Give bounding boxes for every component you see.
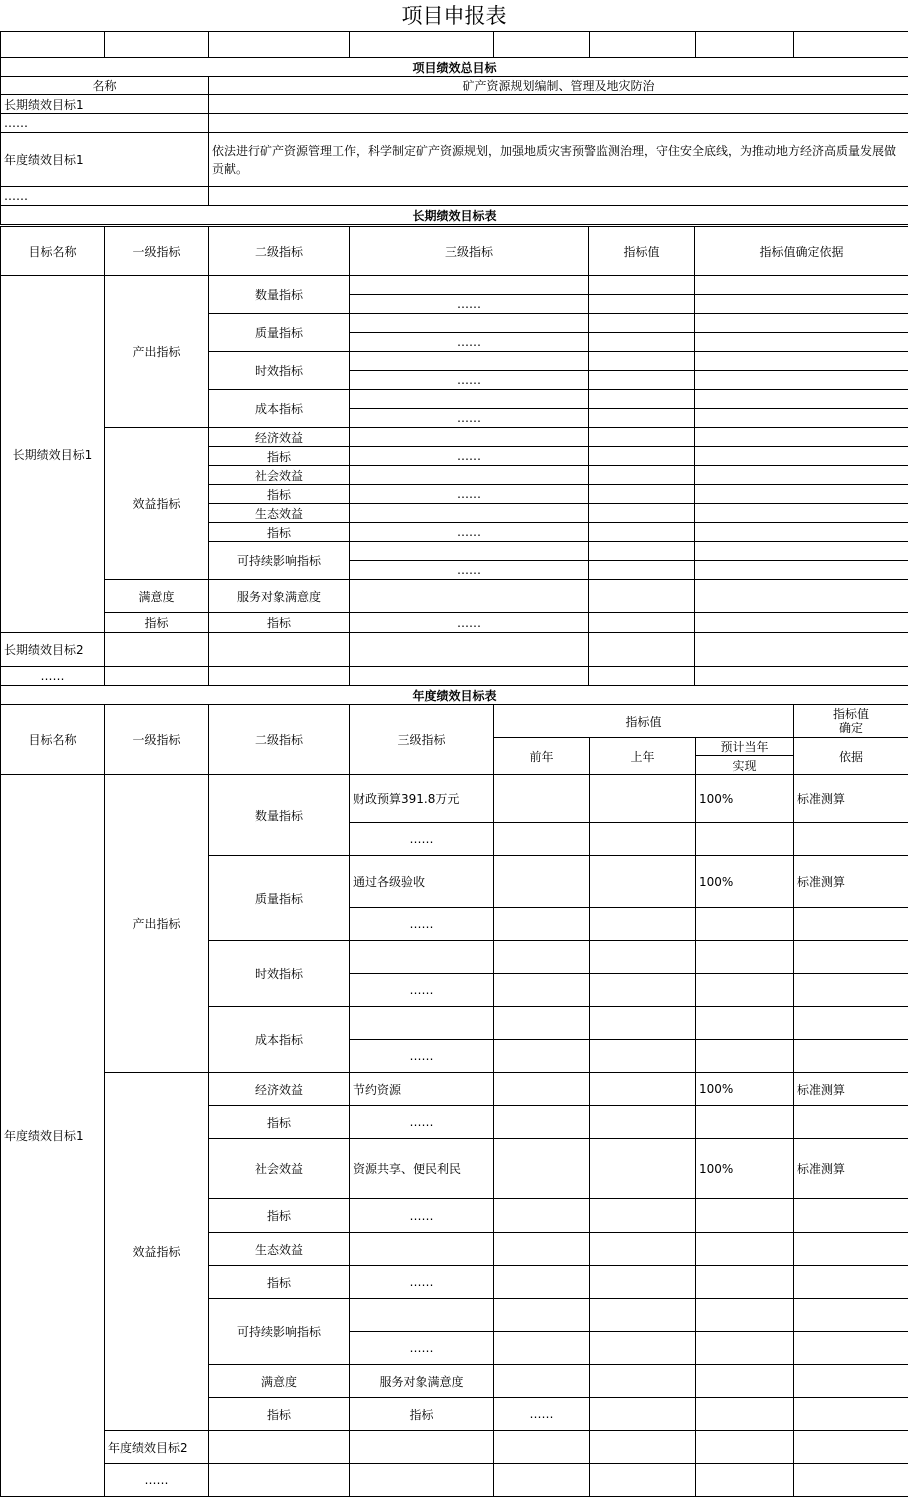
service-satisfaction: 服务对象满意度 [350,1365,494,1398]
output-indicator: 产出指标 [105,775,209,1073]
prev-year-cell[interactable] [494,1040,590,1073]
basis-cell[interactable] [794,1266,908,1299]
basis-value[interactable]: 标准测算 [794,1073,908,1106]
prev-year-cell[interactable] [494,1332,590,1365]
satisfaction-indicator-suffix: 指标 [209,1398,350,1431]
header-level3: 三级指标 [350,705,494,775]
header-prev-year: 前年 [494,738,590,775]
basis-value[interactable]: 标准测算 [794,856,908,908]
blank-cell[interactable] [209,1464,350,1497]
basis-cell[interactable] [695,314,908,333]
value-cell[interactable] [589,409,695,428]
overall-goal-table [0,31,908,225]
ellipsis-cell: …… [350,1199,494,1233]
blank-cell[interactable] [494,1431,590,1464]
last-year-cell[interactable] [696,1365,794,1398]
satisfaction-indicator-suffix: 指标 [105,613,209,633]
expected-cell[interactable] [696,1106,794,1139]
ellipsis-cell: …… [350,523,589,542]
basis-cell[interactable] [794,823,908,856]
quality-indicator: 质量指标 [209,856,350,941]
expected-cell[interactable] [696,1266,794,1299]
prev-year-cell[interactable] [494,1199,590,1233]
blank-cell[interactable] [696,32,794,58]
ellipsis-cell: …… [350,823,494,856]
header-level1: 一级指标 [105,227,209,276]
ellipsis-cell: …… [350,485,589,504]
quantity-indicator: 数量指标 [209,775,350,856]
output-indicator: 产出指标 [105,276,209,428]
ellipsis-cell: …… [1,187,209,206]
long-term-header-row [1,227,908,276]
level3-acceptance[interactable]: 通过各级验收 [350,856,494,908]
annual-goal-1-label: 年度绩效目标1 [1,133,209,187]
basis-value[interactable]: 标准测算 [794,1139,908,1199]
header-goal-name: 目标名称 [1,227,105,276]
header-expected-line2: 实现 [696,756,794,775]
sustainable-indicator: 可持续影响指标 [209,1299,350,1365]
ellipsis-cell: …… [350,908,494,941]
header-level2: 二级指标 [209,227,350,276]
name-label: 名称 [1,77,209,95]
annual-goal-1-description[interactable]: 依法进行矿产资源管理工作，科学制定矿产资源规划，加强地质灾害预警监测治理，守住安全底线，为推动地方经济高质量发展做贡献。 [209,133,908,187]
basis-cell[interactable] [794,974,908,1007]
blank-cell[interactable] [209,32,350,58]
ecological-benefit: 生态效益 [209,504,350,523]
level3-cell[interactable] [350,1299,494,1332]
value-cell[interactable] [589,333,695,352]
prev-year-cell[interactable] [494,1073,590,1106]
satisfaction-indicator: 满意度 [105,580,209,613]
blank-cell[interactable] [105,633,209,667]
blank-header-row [1,32,908,58]
blank-cell[interactable] [589,667,695,686]
header-level2: 二级指标 [209,705,350,775]
basis-value[interactable]: 标准测算 [794,775,908,823]
prev-year-cell[interactable] [494,856,590,908]
ellipsis-cell: …… [350,371,589,390]
header-basis-bottom: 依据 [794,738,908,775]
header-level3: 三级指标 [350,227,589,276]
level3-resource-sharing[interactable]: 资源共享、便民利民 [350,1139,494,1199]
level3-cell[interactable] [350,390,589,409]
blank-cell[interactable] [494,1464,590,1497]
expected-cell[interactable] [794,1398,908,1431]
blank-cell[interactable] [350,1431,494,1464]
prev-year-cell[interactable] [494,823,590,856]
basis-cell[interactable] [695,295,908,314]
ellipsis-cell: …… [350,333,589,352]
sustainable-indicator: 可持续影响指标 [209,542,350,580]
basis-cell[interactable] [695,428,908,447]
basis-cell[interactable] [794,1040,908,1073]
annual-goal-1-name: 年度绩效目标1 [1,775,105,1497]
value-cell[interactable] [589,561,695,580]
blank-cell[interactable] [105,667,209,686]
basis-cell[interactable] [695,523,908,542]
value-cell[interactable] [589,428,695,447]
blank-cell[interactable] [494,32,590,58]
benefit-indicator: 效益指标 [105,1073,209,1431]
basis-cell[interactable] [695,580,908,613]
overall-goal-heading: 项目绩效总目标 [1,58,908,77]
blank-cell[interactable] [350,32,494,58]
basis-cell[interactable] [794,941,908,974]
header-level1: 一级指标 [105,705,209,775]
ellipsis-cell: …… [350,561,589,580]
blank-cell[interactable] [696,1431,794,1464]
basis-cell[interactable] [695,485,908,504]
level3-cell[interactable] [350,428,589,447]
cost-indicator: 成本指标 [209,390,350,428]
indicator-label: 指标 [209,1199,350,1233]
ellipsis-cell: …… [350,295,589,314]
service-satisfaction: 服务对象满意度 [209,580,350,613]
level3-cell[interactable] [350,1007,494,1040]
blank-cell[interactable] [209,633,350,667]
timeliness-indicator: 时效指标 [209,352,350,390]
expected-cell[interactable] [794,1365,908,1398]
benefit-indicator: 效益指标 [105,428,209,580]
value-cell[interactable] [589,485,695,504]
basis-cell[interactable] [695,390,908,409]
last-year-cell[interactable] [590,1106,696,1139]
blank-cell[interactable] [590,1464,696,1497]
basis-cell[interactable] [695,466,908,485]
header-last-year: 上年 [590,738,696,775]
header-goal-name: 目标名称 [1,705,105,775]
long-term-goal-table [0,226,908,705]
prev-year-cell[interactable] [494,974,590,1007]
prev-year-cell[interactable] [494,1299,590,1332]
value-cell[interactable] [589,447,695,466]
expected-cell[interactable] [696,908,794,941]
header-value: 指标值 [589,227,695,276]
ellipsis-cell: …… [1,667,105,686]
expected-cell[interactable] [696,1199,794,1233]
prev-year-cell[interactable] [494,1139,590,1199]
level3-cell[interactable] [350,314,589,333]
value-cell[interactable] [589,295,695,314]
ellipsis-cell: …… [350,1266,494,1299]
blank-cell[interactable] [794,1431,908,1464]
last-year-cell[interactable] [590,1007,696,1040]
prev-year-cell[interactable] [494,775,590,823]
basis-cell[interactable] [794,1332,908,1365]
value-cell[interactable] [589,613,695,633]
basis-cell[interactable] [695,447,908,466]
header-basis-line2: 确定 [839,721,864,735]
indicator-label: 指标 [209,1106,350,1139]
social-benefit: 社会效益 [209,466,350,485]
last-year-cell[interactable] [590,1073,696,1106]
expected-value[interactable]: 100% [696,856,794,908]
blank-cell[interactable] [209,1431,350,1464]
last-year-cell[interactable] [590,908,696,941]
last-year-cell[interactable] [590,1332,696,1365]
satisfaction-indicator: 满意度 [209,1365,350,1398]
prev-year-cell[interactable] [590,1365,696,1398]
level3-cell[interactable] [350,504,589,523]
prev-year-cell[interactable] [494,1007,590,1040]
last-year-cell[interactable] [590,1040,696,1073]
last-year-cell[interactable] [590,1266,696,1299]
value-cell[interactable] [589,371,695,390]
ellipsis-cell: …… [105,1464,209,1497]
value-cell[interactable] [589,504,695,523]
blank-cell[interactable] [695,633,908,667]
indicator-label: 指标 [209,485,350,504]
blank-cell[interactable] [589,633,695,667]
prev-year-cell[interactable] [494,908,590,941]
value-cell[interactable] [589,542,695,561]
economic-benefit: 经济效益 [209,1073,350,1106]
level3-cell[interactable] [350,276,589,295]
basis-cell[interactable] [695,352,908,371]
last-year-cell[interactable] [696,1398,794,1431]
ecological-benefit: 生态效益 [209,1233,350,1266]
basis-cell[interactable] [695,276,908,295]
expected-cell[interactable] [696,1299,794,1332]
basis-cell[interactable] [695,613,908,633]
level3-cell[interactable] [350,542,589,561]
level3-cell[interactable] [350,941,494,974]
ellipsis-cell: …… [350,409,589,428]
blank-cell[interactable] [350,1464,494,1497]
basis-cell[interactable] [695,371,908,390]
annual-goal-table [0,704,908,1497]
expected-value[interactable]: 100% [696,1139,794,1199]
ellipsis-cell: …… [350,447,589,466]
basis-cell[interactable] [695,561,908,580]
level3-cell[interactable] [494,1365,590,1398]
expected-cell[interactable] [696,1040,794,1073]
value-cell[interactable] [589,580,695,613]
expected-cell[interactable] [696,974,794,1007]
value-cell[interactable] [589,466,695,485]
indicator-label: 指标 [350,1398,494,1431]
last-year-cell[interactable] [590,856,696,908]
basis-cell[interactable] [695,409,908,428]
header-basis: 指标值确定依据 [695,227,908,276]
indicator-label: 指标 [209,447,350,466]
value-cell[interactable] [589,276,695,295]
annual-goal-2-name: 年度绩效目标2 [105,1431,209,1464]
indicator-label: 指标 [209,613,350,633]
blank-cell[interactable] [794,1464,908,1497]
blank-cell[interactable] [350,667,589,686]
blank-cell[interactable] [209,114,908,133]
indicator-label: 指标 [209,523,350,542]
value-cell[interactable] [589,314,695,333]
header-value: 指标值 [494,705,794,738]
basis-cell[interactable] [695,542,908,561]
long-goal-1-value[interactable] [209,95,908,114]
blank-cell[interactable] [696,1464,794,1497]
ellipsis-cell: …… [350,974,494,1007]
basis-cell[interactable] [695,333,908,352]
last-year-cell[interactable] [590,823,696,856]
last-year-cell[interactable] [590,1233,696,1266]
blank-cell[interactable] [209,187,908,206]
header-expected-line1: 预计当年 [696,738,794,756]
last-year-cell[interactable] [590,1199,696,1233]
expected-cell[interactable] [696,823,794,856]
header-basis-top [794,705,908,738]
prev-year-cell[interactable] [494,1233,590,1266]
level3-cell[interactable] [350,466,589,485]
ellipsis-cell: …… [350,613,589,633]
blank-cell[interactable] [105,32,209,58]
last-year-cell[interactable] [590,775,696,823]
expected-cell[interactable] [696,1233,794,1266]
indicator-label: 指标 [209,1266,350,1299]
quality-indicator: 质量指标 [209,314,350,352]
blank-cell[interactable] [590,32,696,58]
basis-cell[interactable] [695,504,908,523]
ellipsis-cell: …… [494,1398,590,1431]
blank-cell[interactable] [209,667,350,686]
ellipsis-cell: …… [350,1106,494,1139]
expected-value[interactable]: 100% [696,1073,794,1106]
ellipsis-cell: …… [350,1040,494,1073]
basis-cell[interactable] [794,908,908,941]
level3-cell[interactable] [350,352,589,371]
level3-save-resources[interactable]: 节约资源 [350,1073,494,1106]
last-year-cell[interactable] [590,1299,696,1332]
basis-cell[interactable] [794,1299,908,1332]
last-year-cell[interactable] [590,974,696,1007]
blank-cell[interactable] [1,32,105,58]
level3-cell[interactable] [350,580,589,613]
last-year-cell[interactable] [590,1139,696,1199]
sheet-title: 项目申报表 [401,4,507,28]
last-year-cell[interactable] [590,941,696,974]
quantity-indicator: 数量指标 [209,276,350,314]
value-cell[interactable] [589,390,695,409]
expected-cell[interactable] [696,941,794,974]
blank-cell[interactable] [590,1431,696,1464]
prev-year-cell[interactable] [494,941,590,974]
annual-heading: 年度绩效目标表 [1,686,908,705]
level3-budget[interactable]: 财政预算391.8万元 [350,775,494,823]
social-benefit: 社会效益 [209,1139,350,1199]
prev-year-cell[interactable] [494,1106,590,1139]
economic-benefit: 经济效益 [209,428,350,447]
value-cell[interactable] [589,523,695,542]
long-term-heading: 长期绩效目标表 [1,206,908,225]
timeliness-indicator: 时效指标 [209,941,350,1007]
basis-cell[interactable] [794,1199,908,1233]
basis-cell[interactable] [794,1233,908,1266]
long-goal-2-name: 长期绩效目标2 [1,633,105,667]
prev-year-cell[interactable] [494,1266,590,1299]
project-name[interactable]: 矿产资源规划编制、管理及地灾防治 [209,77,908,95]
blank-cell[interactable] [794,32,908,58]
ellipsis-cell: …… [350,1332,494,1365]
basis-cell[interactable] [794,1007,908,1040]
basis-cell[interactable] [794,1106,908,1139]
long-goal-1-label: 长期绩效目标1 [1,95,209,114]
expected-cell[interactable] [696,1007,794,1040]
cost-indicator: 成本指标 [209,1007,350,1073]
blank-cell[interactable] [695,667,908,686]
value-cell[interactable] [589,352,695,371]
long-goal-1-name: 长期绩效目标1 [1,276,105,633]
ellipsis-cell: …… [1,114,209,133]
expected-cell[interactable] [696,1332,794,1365]
header-basis-line1: 指标值 [833,707,870,721]
prev-year-cell[interactable] [590,1398,696,1431]
level3-cell[interactable] [350,1233,494,1266]
expected-value[interactable]: 100% [696,775,794,823]
blank-cell[interactable] [350,633,589,667]
